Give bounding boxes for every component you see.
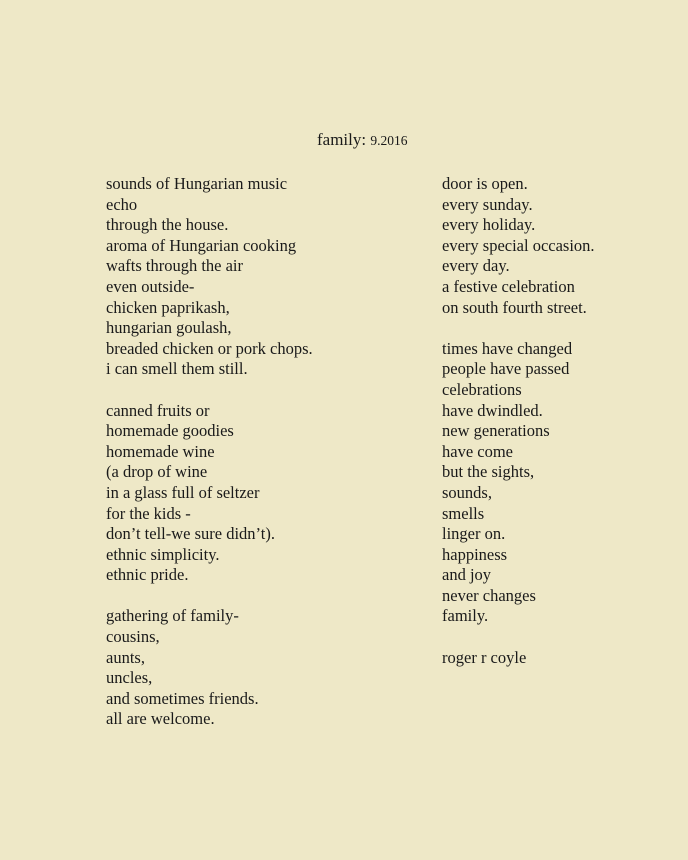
poem-line: homemade wine [106,441,215,461]
poem-line: breaded chicken or pork chops. [106,338,313,358]
poem-line: in a glass full of seltzer [106,482,260,502]
poem-line: gathering of family- [106,606,239,626]
poem-line: family. [442,606,489,626]
poem-line: a festive celebration [442,276,575,296]
poem-line: (a drop of wine [106,462,208,482]
poem-line: happiness [442,544,508,564]
poem-date: 9.2016 [370,133,408,148]
poem-line: sounds, [442,482,492,502]
poem-line: linger on. [442,524,506,544]
poem-line: echo [106,194,138,214]
poem-line: times have changed [442,338,573,358]
poem-line: even outside- [106,276,195,296]
poem-line: have come [442,441,514,461]
poem-right-column [442,174,672,668]
poem-line: roger r coyle [442,647,527,667]
poem-line: hungarian goulash, [106,318,232,338]
stanza-break [106,586,426,607]
poem-line: on south fourth street. [442,297,587,317]
poem-title [317,129,407,152]
poem-line: cousins, [106,627,160,647]
poem-line: every sunday. [442,194,533,214]
poem-line: homemade goodies [106,421,234,441]
poem-line: and joy [442,565,492,585]
stanza-break [106,380,426,401]
poem-line: new generations [442,421,550,441]
poem-line: smells [442,503,485,523]
poem-line: aroma of Hungarian cooking [106,235,297,255]
poem-line: all are welcome. [106,709,215,729]
poem-line: wafts through the air [106,256,244,276]
poem-line: every day. [442,256,510,276]
poem-line: don’t tell-we sure didn’t). [106,524,275,544]
poem-line: sounds of Hungarian music [106,174,288,193]
poem-line: ethnic simplicity. [106,544,220,564]
poem-line: chicken paprikash, [106,297,230,317]
poem-line: and sometimes friends. [106,688,259,708]
poem-line: people have passed [442,359,570,379]
poem-line: every special occasion. [442,235,595,255]
poem-line: through the house. [106,215,229,235]
poem-line: for the kids - [106,503,191,523]
poem-line: i can smell them still. [106,359,248,379]
stanza-break [442,627,672,648]
poem-line: canned fruits or [106,400,210,420]
poem-line: but the sights, [442,462,535,482]
poem-line: ethnic pride. [106,565,189,585]
poem-line: aunts, [106,647,145,667]
poem-line: never changes [442,585,536,605]
poem-line: every holiday. [442,215,536,235]
poem-line: uncles, [106,668,153,688]
poem-title-text: family: [317,130,367,149]
poem-left-column [106,174,426,730]
poem-line: door is open. [442,174,528,193]
stanza-break [442,318,672,339]
poem-line: celebrations [442,379,522,399]
poem-line: have dwindled. [442,400,543,420]
